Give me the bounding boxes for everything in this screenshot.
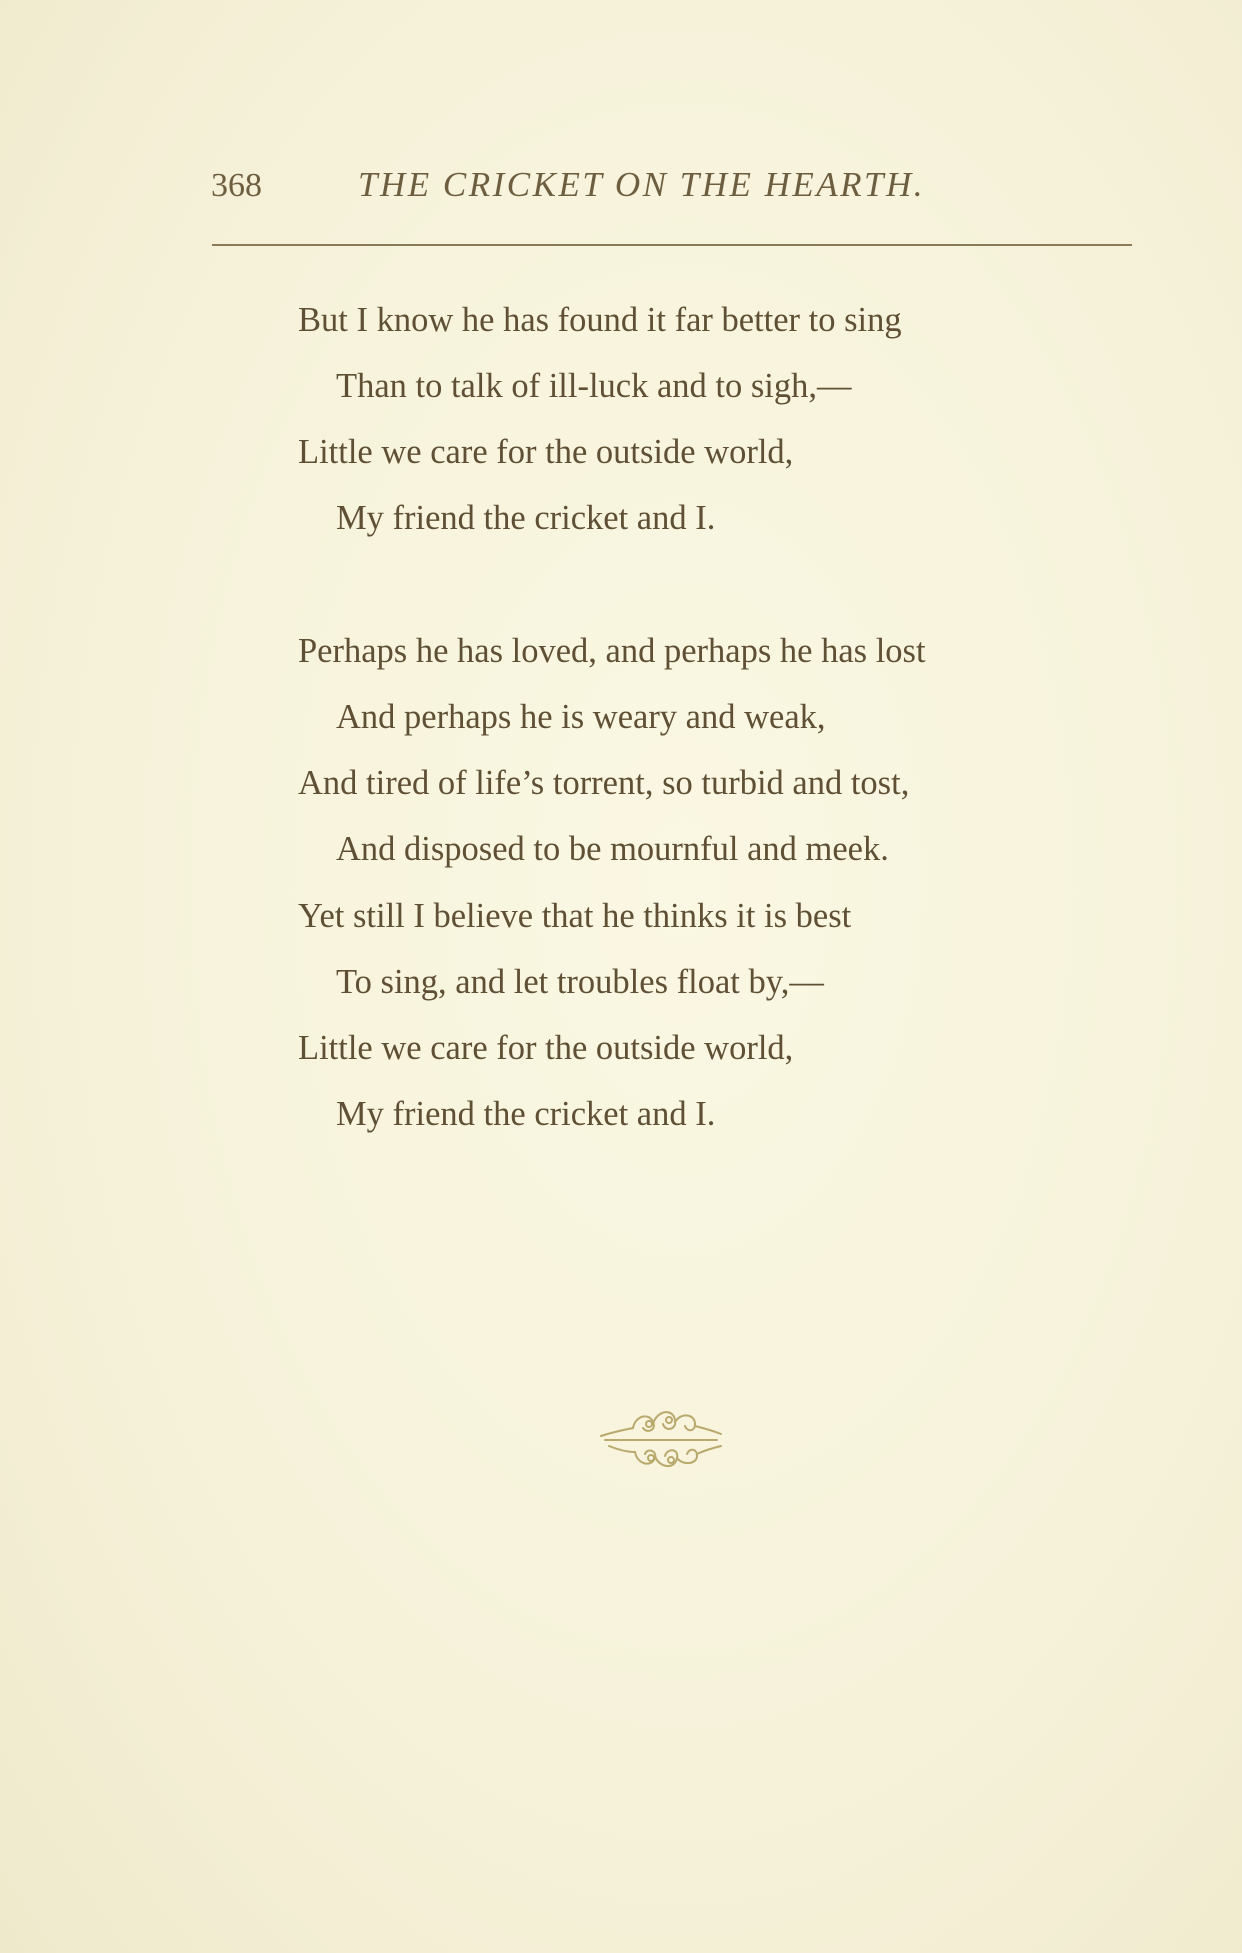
running-title: THE CRICKET ON THE HEARTH. (358, 165, 926, 204)
poem-line: And perhaps he is weary and weak, (336, 698, 826, 736)
page-number: 368 (211, 167, 262, 204)
poem-line: My friend the cricket and I. (336, 1095, 716, 1133)
poem-line: Little we care for the outside world, (298, 433, 794, 471)
poem-line: And disposed to be mournful and meek. (336, 830, 889, 868)
poem-line: Perhaps he has loved, and perhaps he has lost (298, 632, 926, 670)
poem-line: Little we care for the outside world, (298, 1029, 794, 1067)
poem-line: Than to talk of ill-luck and to sigh,— (336, 367, 852, 405)
poem-line: To sing, and let troubles float by,— (336, 963, 824, 1001)
header-rule (212, 244, 1132, 246)
poem-line: Yet still I believe that he thinks it is best (298, 897, 852, 935)
poem-line: And tired of life’s torrent, so turbid and tost, (298, 764, 910, 802)
poem-line: My friend the cricket and I. (336, 499, 716, 537)
poem-line: But I know he has found it far better to sing (298, 301, 902, 339)
scroll-ornament-icon (595, 1402, 727, 1474)
